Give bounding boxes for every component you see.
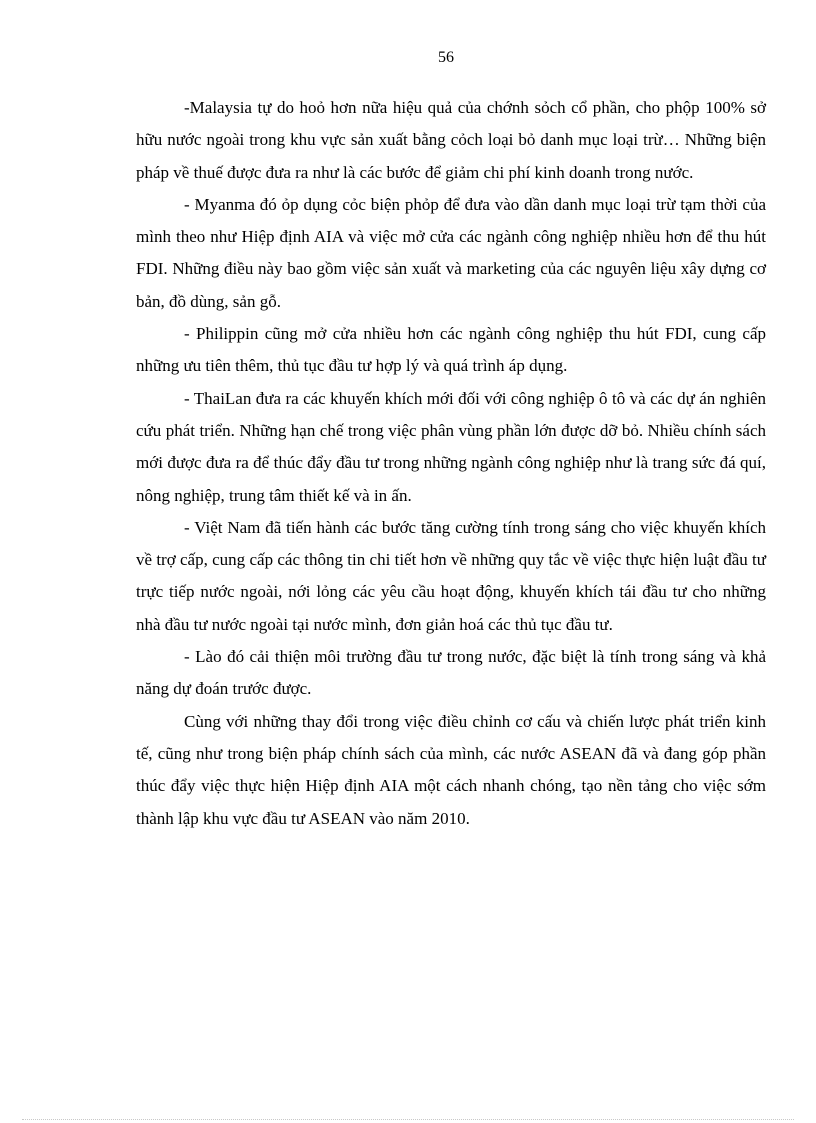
paragraph-lao: - Lào đó cải thiện môi trường đầu tư trong nước, đặc biệt là tính trong sáng và khả năng dự đoán trước được.	[136, 647, 766, 699]
paragraph-viet-nam: - Việt Nam đã tiến hành các bước tăng cường tính trong sáng cho việc khuyến khích về trợ cấp, cung cấp các thông tin chi tiết hơn về những quy tắc về việc thực hiện luật đầu tư trực tiếp nước ngoài, nới lỏng các yêu cầu hoạt động, khuyến khích tái đầu tư cho những nhà đầu tư nước ngoài tại nước mình, đơn giản hoá các thủ tục đầu tư.	[136, 517, 766, 634]
page-bottom-divider	[22, 1119, 794, 1120]
paragraph-malaysia: -Malaysia tự do hoỏ hơn nữa hiệu quả của chớnh sỏch cổ phần, cho phộp 100% sở hữu nước ngoài trong khu vực sản xuất bằng cỏch loại bỏ danh mục loại trừ… Những biện pháp về thuế được đưa ra như là các bước để giảm chi phí kinh doanh trong nước.	[136, 98, 766, 182]
document-body	[136, 92, 766, 835]
paragraph-myanma: - Myanma đó ỏp dụng cỏc biện phỏp để đưa vào dần danh mục loại trừ tạm thời của mình theo như Hiệp định AIA và việc mở cửa các ngành công nghiệp nhiều hơn để thu hút FDI. Những điều này bao gồm việc sản xuất và marketing của các nguyên liệu xây dựng cơ bản, đồ dùng, sản gỗ.	[136, 194, 766, 311]
paragraph-conclusion: Cùng với những thay đổi trong việc điều chỉnh cơ cấu và chiến lược phát triển kinh tế, cũng như trong biện pháp chính sách của mình, các nước ASEAN đã và đang góp phần thúc đẩy việc thực hiện Hiệp định AIA một cách nhanh chóng, tạo nền tảng cho việc sớm thành lập khu vực đầu tư ASEAN vào năm 2010.	[136, 711, 766, 828]
page-number: 56	[438, 49, 454, 66]
paragraph-thailan: - ThaiLan đưa ra các khuyến khích mới đối với công nghiệp ô tô và các dự án nghiên cứu phát triển. Những hạn chế trong việc phân vùng phần lớn được dỡ bỏ. Nhiều chính sách mới được đưa ra để thúc đẩy đầu tư trong những ngành công nghiệp như là trang sức đá quí, nông nghiệp, trung tâm thiết kế và in ấn.	[136, 388, 766, 505]
paragraph-philippin: - Philippin cũng mở cửa nhiều hơn các ngành công nghiệp thu hút FDI, cung cấp những ưu tiên thêm, thủ tục đầu tư hợp lý và quá trình áp dụng.	[136, 324, 766, 376]
